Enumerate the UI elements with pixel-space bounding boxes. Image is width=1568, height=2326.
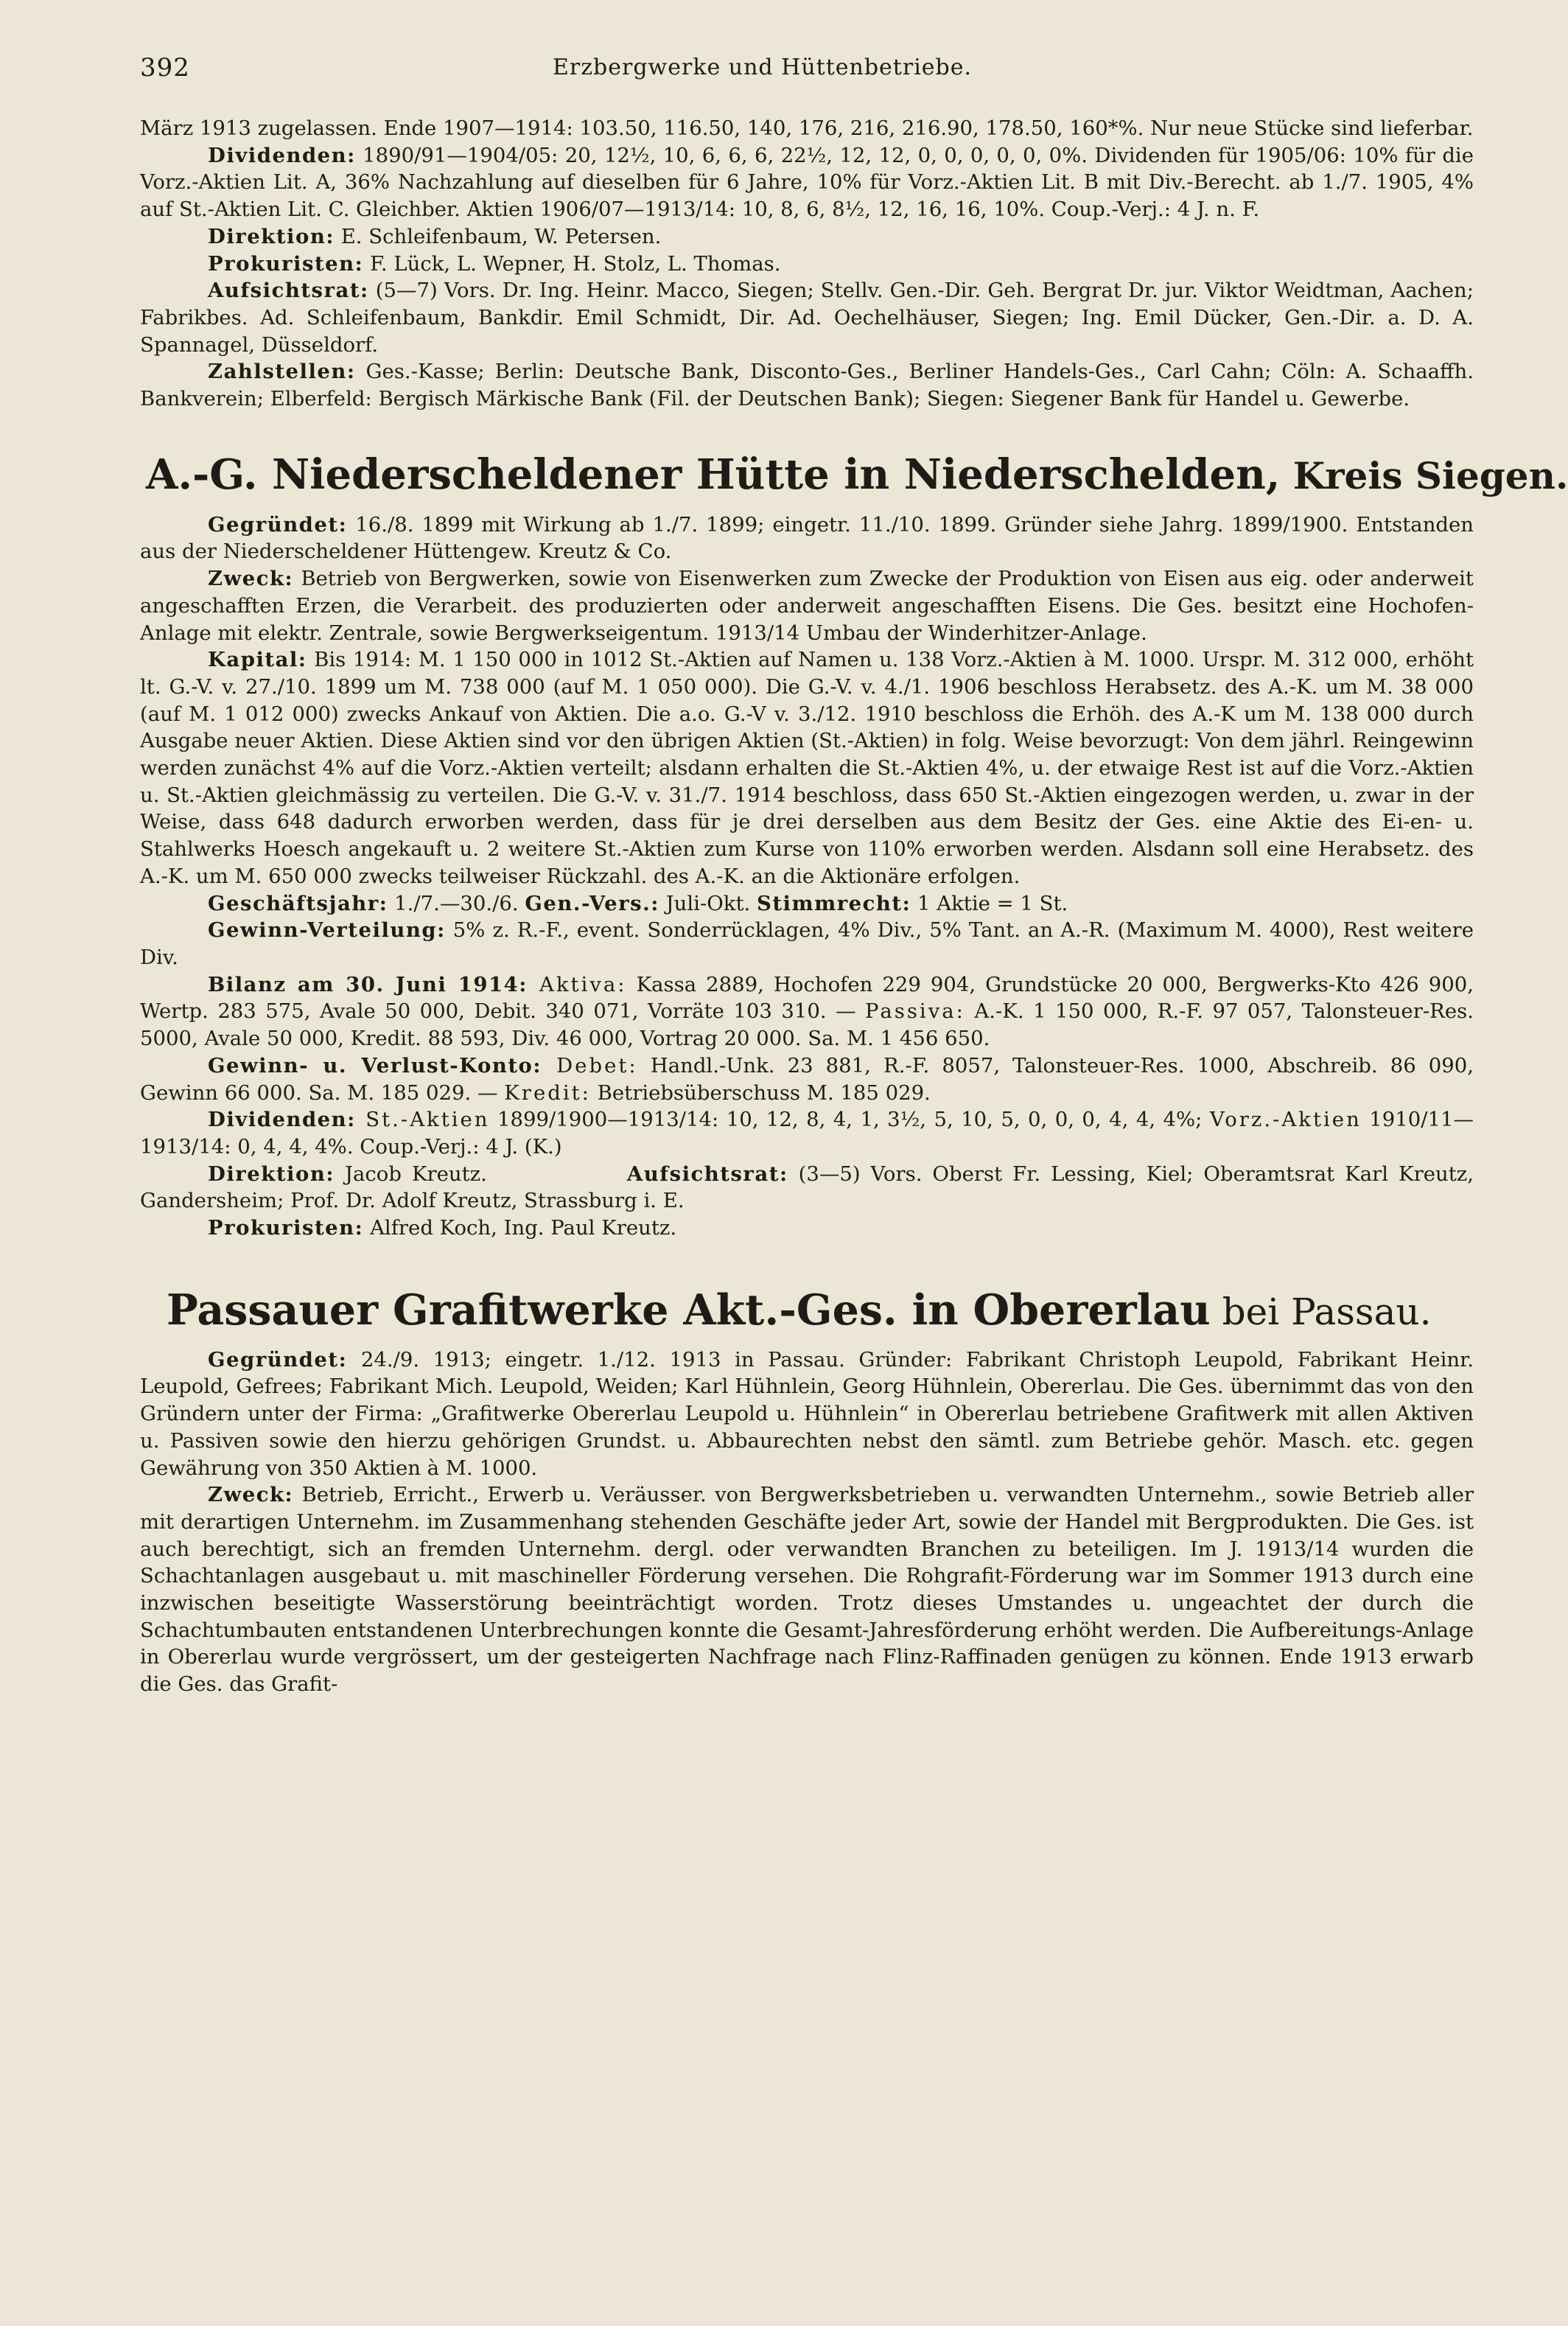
zweck-paragraph: Zweck: Betrieb von Bergwerken, sowie von Eisenwerken zum Zwecke der Produktion von Eisen aus eig. oder anderweit angeschafften Erzen, die Verarbeit. des produzierten oder anderweit angeschafften Eisens. Die Ges. besitzt eine Hochofen-Anlage mit elektr. Zentrale, sowie Bergwerkseigentum. 1913/14 Umbau der Winderhitzer-Anlage. [140,567,1474,645]
company-niederscheldener-huette [140,450,1568,1242]
bilanz-paragraph: Bilanz am 30. Juni 1914: Aktiva: Kassa 2889, Hochofen 229 904, Grundstücke 20 000, Bergwerks-Kto 426 900, Wertp. 283 575, Avale 50 000, Debit. 340 071, Vorräte 103 310. — Passiva: A.-K. 1 150 000, R.-F. 97 057, Talonsteuer-Res. 5000, Avale 50 000, Kredit. 88 593, Div. 46 000, Vortrag 20 000. Sa. M. 1 456 650. [140,972,1474,1051]
intro-kurs-paragraph: März 1913 zugelassen. Ende 1907—1914: 103.50, 116.50, 140, 176, 216, 216.90, 178.50, 160*%. Nur neue Stücke sind lieferbar. [140,116,1474,140]
gewinn-verlust-paragraph: Gewinn- u. Verlust-Konto: Debet: Handl.-Unk. 23 881, R.-F. 8057, Talonsteuer-Res. 1000, Abschreib. 86 090, Gewinn 66 000. Sa. M. 185 029. — Kredit: Betriebsüberschuss M. 185 029. [140,1053,1474,1105]
page-number: 392 [140,53,190,83]
gegruendet-paragraph: Gegründet: 24./9. 1913; eingetr. 1./12. 1913 in Passau. Gründer: Fabrikant Christoph Leupold, Fabrikant Heinr. Leupold, Gefrees; Fabrikant Mich. Leupold, Weiden; Karl Hühnlein, Georg Hühnlein, Obererlau. Die Ges. übernimmt das von den Gründern unter der Firma: „Grafitwerke Obererlau Leupold u. Hühnlein“ in Obererlau betriebene Grafitwerk mit allen Aktiven u. Passiven sowie den hierzu gehörigen Grundst. u. Abbaurechten nebst den sämtl. zum Betriebe gehör. Masch. etc. gegen Gewährung von 350 Aktien à M. 1000. [140,1347,1474,1480]
gegruendet-paragraph: Gegründet: 16./8. 1899 mit Wirkung ab 1./7. 1899; eingetr. 11./10. 1899. Gründer siehe Jahrg. 1899/1900. Entstanden aus der Niederscheldener Hüttengew. Kreutz & Co. [140,512,1474,564]
company-title: A.-G. Niederscheldener Hütte in Niederschelden, Kreis Siegen. [146,450,1568,499]
intro-prokuristen-paragraph: Prokuristen: F. Lück, L. Wepner, H. Stolz, L. Thomas. [208,251,781,276]
company-title: Passauer Grafitwerke Akt.-Ges. in Obererlau bei Passau. [167,1285,1432,1335]
direktion-aufsichtsrat-paragraph: Direktion: Jacob Kreutz. Aufsichtsrat: (3—5) Vors. Oberst Fr. Lessing, Kiel; Oberamtsrat Karl Kreutz, Gandersheim; Prof. Dr. Adolf Kreutz, Strassburg i. E. [140,1162,1474,1213]
geschaeftsjahr-paragraph: Geschäftsjahr: 1./7.—30./6. Gen.-Vers.: Juli-Okt. Stimmrecht: 1 Aktie = 1 St. [208,891,1068,915]
intro-aufsichtsrat-paragraph: Aufsichtsrat: (5—7) Vors. Dr. Ing. Heinr. Macco, Siegen; Stellv. Gen.-Dir. Geh. Bergrat Dr. jur. Viktor Weidtman, Aachen; Fabrikbes. Ad. Schleifenbaum, Bankdir. Emil Schmidt, Dir. Ad. Oechelhäuser, Siegen; Ing. Emil Dücker, Gen.-Dir. a. D. A. Spannagel, Düsseldorf. [140,279,1474,357]
kapital-paragraph: Kapital: Bis 1914: M. 1 150 000 in 1012 St.-Aktien auf Namen u. 138 Vorz.-Aktien à M. 1000. Urspr. M. 312 000, erhöht lt. G.-V. v. 27./10. 1899 um M. 738 000 (auf M. 1 050 000). Die G.-V. v. 4./1. 1906 beschloss Herabsetz. des A.-K. um M. 38 000 (auf M. 1 012 000) zwecks Ankauf von Aktien. Die a.o. G.-V v. 3./12. 1910 beschloss die Erhöh. des A.-K um M. 138 000 durch Ausgabe neuer Aktien. Diese Aktien sind vor den übrigen Aktien (St.-Aktien) in folg. Weise bevorzugt: Von dem jährl. Reingewinn werden zunächst 4% auf die Vorz.-Aktien verteilt; alsdann erhalten die St.-Aktien 4%, u. der etwaige Rest ist auf die Vorz.-Aktien u. St.-Aktien gleichmässig zu verteilen. Die G.-V. v. 31./7. 1914 beschloss, dass 650 St.-Aktien eingezogen werden, u. zwar in der Weise, dass 648 dadurch erworben werden, dass für je drei derselben aus dem Besitz der Ges. eine Aktie des Ei-en- u. Stahlwerks Hoesch angekauft u. 2 weitere St.-Aktien zum Kurse von 110% erworben werden. Alsdann soll eine Herabsetz. des A.-K. um M. 650 000 zwecks teilweiser Rückzahl. des A.-K. an die Aktionäre erfolgen. [140,648,1474,888]
intro-section [140,115,1474,413]
company-passauer-grafitwerke [140,1285,1474,1698]
zweck-paragraph: Zweck: Betrieb, Erricht., Erwerb u. Veräusser. von Bergwerksbetrieben u. verwandten Unternehm., sowie Betrieb aller mit derartigen Unternehm. im Zusammenhang stehenden Geschäfte jeder Art, sowie der Handel mit Bergprodukten. Die Ges. ist auch berechtigt, sich an fremden Unternehm. dergl. oder verwandten Branchen zu beteiligen. Im J. 1913/14 wurden die Schachtanlagen ausgebaut u. mit maschineller Förderung versehen. Die Rohgrafit-Förderung war im Sommer 1913 durch eine inzwischen beseitigte Wasserstörung beeinträchtigt worden. Trotz dieses Umstandes u. ungeachtet der durch die Schachtumbauten entstandenen Unterbrechungen konnte die Gesamt-Jahresförderung erhöht werden. Die Aufbereitungs-Anlage in Obererlau wurde vergrössert, um der gesteigerten Nachfrage nach Flinz-Raffinaden genügen zu können. Ende 1913 erwarb die Ges. das Grafit- [140,1483,1474,1697]
running-title: Erzbergwerke und Hüttenbetriebe. [553,55,973,80]
intro-direktion-paragraph: Direktion: E. Schleifenbaum, W. Petersen. [208,224,662,248]
prokuristen-paragraph: Prokuristen: Alfred Koch, Ing. Paul Kreutz. [208,1216,677,1240]
intro-zahlstellen-paragraph: Zahlstellen: Ges.-Kasse; Berlin: Deutsche Bank, Disconto-Ges., Berliner Handels-Ges., Carl Cahn; Cöln: A. Schaaffh. Bankverein; Elberfeld: Bergisch Märkische Bank (Fil. der Deutschen Bank); Siegen: Siegener Bank für Handel u. Gewerbe. [140,360,1474,411]
page-header [140,44,1466,88]
intro-dividenden-paragraph: Dividenden: 1890/91—1904/05: 20, 12½, 10, 6, 6, 6, 22½, 12, 12, 0, 0, 0, 0, 0, 0%. Dividenden für 1905/06: 10% für die Vorz.-Aktien Lit. A, 36% Nachzahlung auf dieselben für 6 Jahre, 10% für Vorz.-Aktien Lit. B mit Div.-Berecht. ab 1./7. 1905, 4% auf St.-Aktien Lit. C. Gleichber. Aktien 1906/07—1913/14: 10, 8, 6, 8½, 12, 16, 16, 10%. Coup.-Verj.: 4 J. n. F. [140,143,1474,222]
gewinn-verteilung-paragraph: Gewinn-Verteilung: 5% z. R.-F., event. Sonderrücklagen, 4% Div., 5% Tant. an A.-R. (Maximum M. 4000), Rest weitere Div. [140,918,1474,969]
dividenden-paragraph: Dividenden: St.-Aktien 1899/1900—1913/14: 10, 12, 8, 4, 1, 3½, 5, 10, 5, 0, 0, 0, 4, 4, 4%; Vorz.-Aktien 1910/11—1913/14: 0, 4, 4, 4%. Coup.-Verj.: 4 J. (K.) [140,1108,1474,1159]
